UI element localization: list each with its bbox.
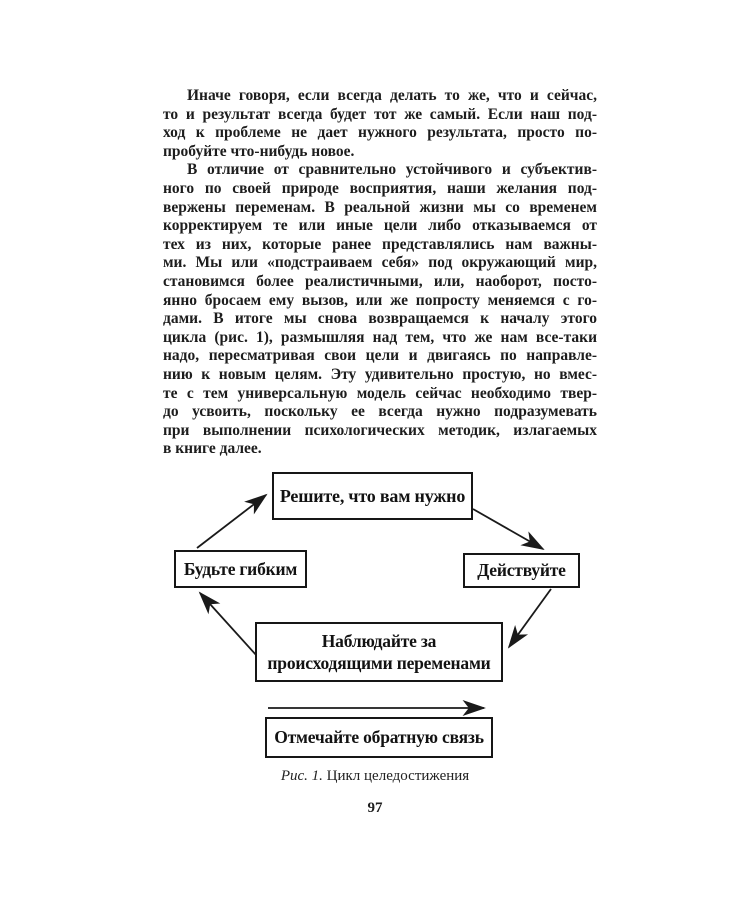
flow-box-be-flexible: [174, 550, 307, 588]
body-text: [163, 87, 597, 459]
text-line: ход к проблеме не дает нужного результата, просто по-: [163, 124, 597, 142]
flow-box-note-feedback-label: Отмечайте обратную связь: [274, 727, 484, 747]
text-line: ми. Мы или «подстраиваем себя» под окружающий мир,: [163, 254, 597, 272]
arrow-flexible-to-decide: [197, 495, 266, 548]
text-line: В отличие от сравнительно устойчивого и субъектив-: [187, 161, 597, 179]
flow-box-act: [463, 553, 580, 588]
text-line: ного по своей природе восприятия, наши желания под-: [163, 179, 597, 197]
flow-box-observe-line2: происходящими переменами: [267, 653, 491, 673]
flow-box-note-feedback: [265, 717, 493, 758]
figure-caption: [0, 768, 750, 785]
arrow-act-to-observe: [509, 589, 551, 647]
text-line: пробуйте что-нибудь новое.: [163, 142, 355, 160]
flow-box-decide-label: Решите, что вам нужно: [279, 485, 466, 506]
text-line: надо, пересматривая свои цели и двигаясь по направле-: [163, 347, 597, 365]
flow-box-observe-line1: Наблюдайте за: [321, 631, 437, 651]
text-line: становимся более реалистичными, или, наоборот, посто-: [163, 272, 597, 290]
text-line: те с тем универсальную модель сейчас необходимо твер-: [163, 384, 597, 402]
figure-caption-text: Цикл целедостижения: [322, 768, 470, 784]
arrow-observe-to-flexible: [200, 593, 257, 656]
text-line: дами. В итоге мы снова возвращаемся к началу этого: [163, 310, 597, 328]
text-line: тех из них, которые ранее представлялись нам важны-: [163, 235, 597, 253]
figure-caption-label: Рис. 1.: [280, 768, 323, 784]
text-line: янно бросаем ему вызов, или же попросту меняемся с го-: [163, 291, 597, 309]
text-line: Иначе говоря, если всегда делать то же, что и сейчас,: [187, 87, 597, 104]
text-line: до усвоить, поскольку ее всегда нужно подразумевать: [163, 403, 597, 421]
text-line: корректируем те или иные цели либо отказываемся от: [163, 217, 597, 235]
flow-box-act-label: Действуйте: [477, 560, 566, 580]
text-line: вержены переменам. В реальной жизни мы со временем: [163, 198, 597, 216]
text-line: при выполнении психологических методик, излагаемых: [163, 421, 597, 439]
text-line: то и результат всегда будет тот же самый. Если наш под-: [163, 105, 597, 123]
flow-box-be-flexible-label: Будьте гибким: [183, 558, 298, 579]
page-number: 97: [367, 800, 383, 816]
text-line: нию к новым целям. Эту удивительно простую, но вмес-: [163, 365, 597, 383]
arrow-decide-to-act: [473, 509, 543, 549]
flow-box-decide: [272, 472, 473, 520]
flow-box-observe-changes: [255, 622, 503, 682]
text-line: цикла (рис. 1), размышляя над тем, что же нам все-таки: [163, 328, 597, 346]
text-line: в книге далее.: [163, 440, 262, 458]
